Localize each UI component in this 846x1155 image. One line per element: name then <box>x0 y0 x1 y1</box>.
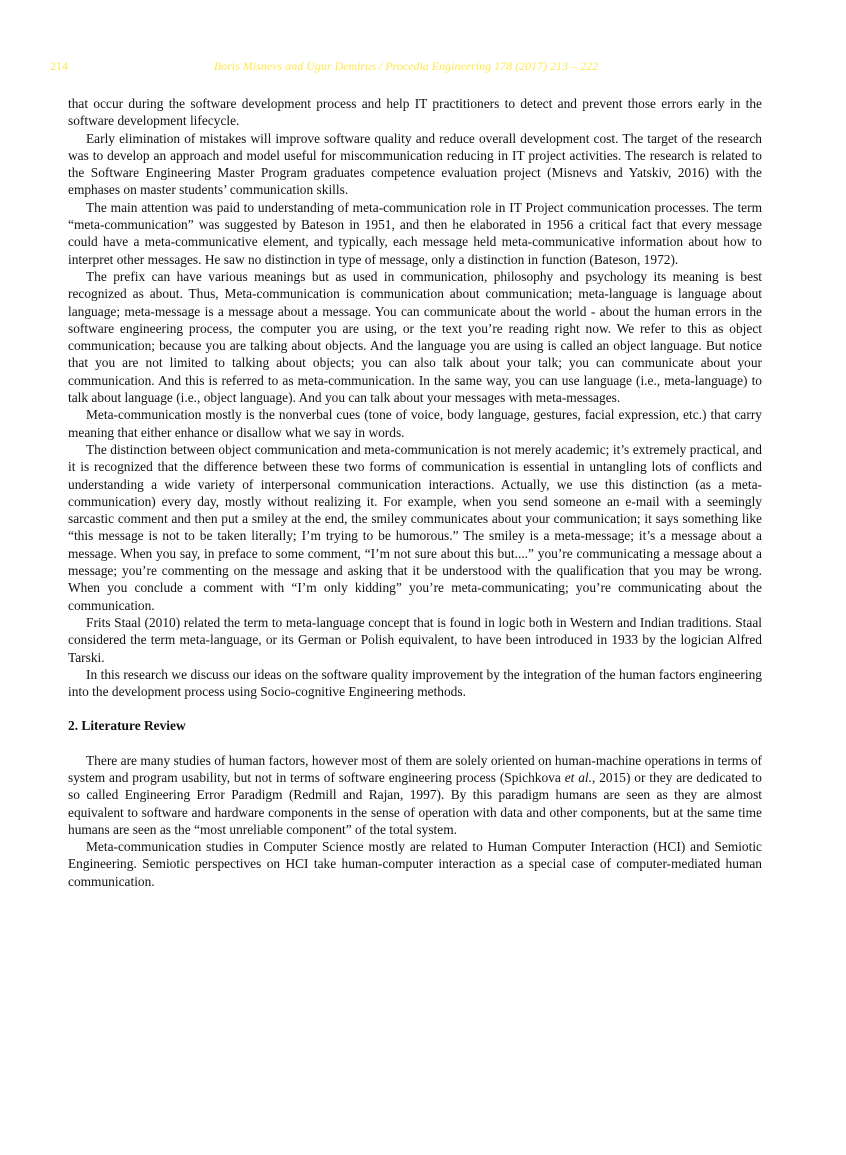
text-run: , 2015) or they are dedicated to so called Engineering Error Paradigm (Redmill and Rajan, 1997). By this paradigm humans are seen as they are almost equivalent to software and hardware components in the sense of operation with data and other components, but at the same time humans are seen as the “most unreliable component” of the total system. <box>68 769 763 837</box>
section-heading: 2. Literature Review <box>68 718 186 734</box>
paragraph: The main attention was paid to understanding of meta-communication role in IT Project communication processes. The term “meta-communication” was suggested by Bateson in 1951, and then he elaborated in 1956 a critical fact that every message could have a meta-communicative element, and typically, each message held meta-communicative information about how to interpret other messages. He saw no distinction in type of message, only a distinction in function (Bateson, 1972). <box>68 199 762 267</box>
paragraph: The prefix can have various meanings but as used in communication, philosophy and psychology its meaning is best recognized as about. Thus, Meta-communication is communication about communication; meta-language is language about language; meta-message is a message about a message. You can communicate about the world - about the human errors in the software engineering process, the computer you are using, or the text you’re reading right now. We refer to this as object communication; because you are talking about objects. And the language you are using is called an object language. But notice that you are not limited to talking about objects; you can also talk about your talk; you can communicate about your communication. And this is referred to as meta-communication. In the same way, you can use language (i.e., meta-language) to talk about language (i.e., object language). And you can talk about your messages with meta-messages. <box>68 268 762 406</box>
running-header <box>50 58 762 74</box>
text-run: There are many studies of human factors, however most of them are solely oriented on human-machine operations in terms of system and program usability, but not in terms of software engineering process (Spichkova <box>68 752 762 785</box>
paragraph: In this research we discuss our ideas on the software quality improvement by the integration of the human factors engineering into the development process using Socio-cognitive Engineering methods. <box>68 666 762 700</box>
paragraph: The distinction between object communication and meta-communication is not merely academic; it’s extremely practical, and it is recognized that the difference between these two forms of communication is essential in untangling lots of conflicts and understanding a wide variety of interpersonal communication interactions. Actually, we use this distinction (as a meta-communication) every day, mostly without realizing it. For example, when you send someone an e-mail with a seemingly sarcastic comment and then put a smiley at the end, the smiley communicates about your communication; it says something like “this message is not to be taken literally; I’m trying to be humorous.” The smiley is a meta-message; it’s a message about a message. When you say, in preface to some comment, “I’m not sure about this but....” you’re communicating a message about a message; you’re commenting on the message and asking that it be understood with the qualification that you may be wrong. When you conclude a comment with “I’m only kidding” you’re meta-communicating; you’re communicating about the communication. <box>68 441 762 613</box>
page-number: 214 <box>50 59 68 73</box>
paragraph: that occur during the software development process and help IT practitioners to detect and prevent those errors early in the software development lifecycle. <box>68 96 762 129</box>
paragraph: Frits Staal (2010) related the term to meta-language concept that is found in logic both in Western and Indian traditions. Staal considered the term meta-language, or its German or Polish equivalent, to have been introduced in 1933 by the logician Alfred Tarski. <box>68 614 762 665</box>
paragraph: Early elimination of mistakes will improve software quality and reduce overall development cost. The target of the research was to develop an approach and model useful for miscommunication reducing in IT project activities. The research is related to the Software Engineering Master Program graduates competence evaluation project (Misnevs and Yatskiv, 2016) with the emphases on master students’ communication skills. <box>68 130 762 198</box>
article-body <box>68 95 762 890</box>
italic-text: et al. <box>564 769 592 785</box>
paragraph: Meta-communication mostly is the nonverbal cues (tone of voice, body language, gestures, facial expression, etc.) that carry meaning that either enhance or disallow what we say in words. <box>68 407 762 440</box>
paragraph: Meta-communication studies in Computer Science mostly are related to Human Computer Interaction (HCI) and Semiotic Engineering. Semiotic perspectives on HCI take human-computer interaction as a special case of computer-mediated human communication. <box>68 839 762 889</box>
paragraph <box>68 752 762 838</box>
journal-citation: Boris Misnevs and Ugur Demirus / Procedia Engineering 178 (2017) 213 – 222 <box>213 59 599 73</box>
